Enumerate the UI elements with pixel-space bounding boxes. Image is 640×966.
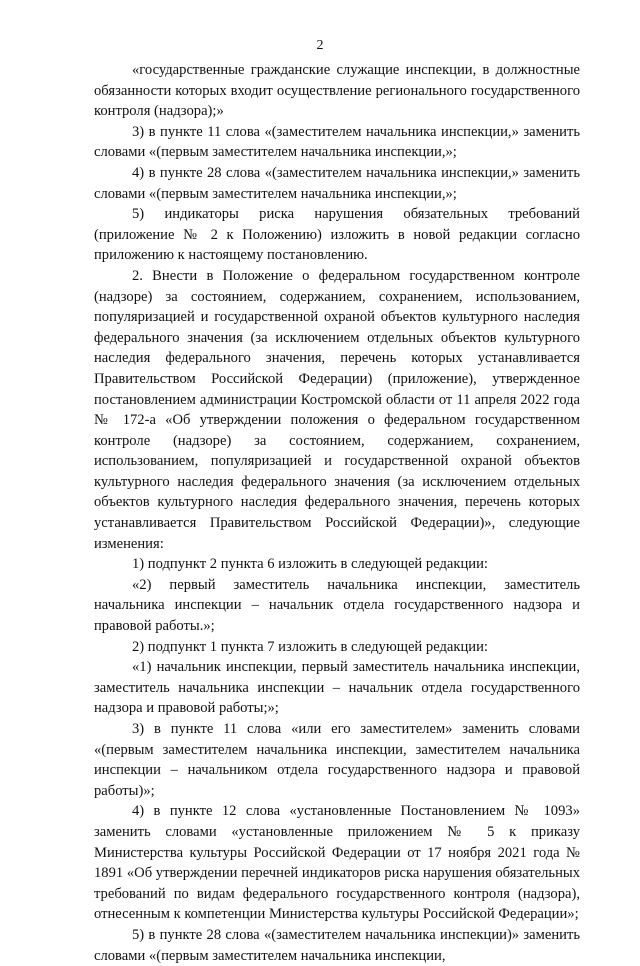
paragraph-quote-head: «1) начальник инспекции, первый заместитель начальника инспекции, заместитель начальника инспекции – начальник отдела государственного надзора и правовой работы;»; bbox=[94, 659, 580, 717]
paragraph-quote-servants: «государственные гражданские служащие инспекции, в должностные обязанности которых входит осуществление регионального государственного контроля (надзора);» bbox=[94, 62, 580, 120]
paragraph-subitem-1: 1) подпункт 2 пункта 6 изложить в следующей редакции: bbox=[132, 556, 488, 573]
paragraph-item-5: 5) индикаторы риска нарушения обязательных требований (приложение № 2 к Положению) изложить в новой редакции согласно приложению к настоящему постановлению. bbox=[94, 206, 580, 264]
paragraph-section-2: 2. Внести в Положение о федеральном государственном контроле (надзоре) за состоянием, содержанием, сохранением, использованием, популяризацией и государственной охраной объектов культурного наследия федерального значения (за исключением отдельных объектов культурного наследия федерального значения, перечень которых устанавливается Правительством Российской Федерации) (приложение), утвержденное постановлением администрации Костромской области от 11 апреля 2022 года № 172-а «Об утверждении положения о федеральном государственном контроле (надзоре) за состоянием, содержанием, сохранением, использованием, популяризацией и государственной охраной объектов культурного наследия федерального значения (за исключением отдельных объектов культурного наследия федерального значения, перечень которых устанавливается Правительством Российской Федерации)», следующие изменения: bbox=[94, 267, 580, 552]
paragraph-item-4: 4) в пункте 28 слова «(заместителем начальника инспекции,» заменить словами «(первым заместителем начальника инспекции,»; bbox=[94, 164, 580, 202]
paragraph-subitem-2: 2) подпункт 1 пункта 7 изложить в следующей редакции: bbox=[132, 638, 488, 655]
document-body bbox=[94, 60, 580, 966]
paragraph-quote-first-deputy: «2) первый заместитель начальника инспекции, заместитель начальника инспекции – начальник отдела государственного надзора и правовой работы.»; bbox=[94, 576, 580, 635]
page-number: 2 bbox=[316, 38, 324, 53]
paragraph-item-3: 3) в пункте 11 слова «(заместителем начальника инспекции,» заменить словами «(первым заместителем начальника инспекции,»; bbox=[94, 123, 580, 161]
paragraph-subitem-4: 4) в пункте 12 слова «установленные Постановлением № 1093» заменить словами «установленные приложением № 5 к приказу Министерства культуры Российской Федерации от 17 ноября 2021 года № 1891 «Об утверждении перечней индикаторов риска нарушения обязательных требований по видам федерального государственного контроля (надзора), отнесенным к компетенции Министерства культуры Российской Федерации»; bbox=[94, 803, 580, 923]
paragraph-subitem-3: 3) в пункте 11 слова «или его заместителем» заменить словами «(первым заместителем начальника инспекции, заместителем начальника инспекции – начальником отдела государственного надзора и правовой работы)»; bbox=[94, 721, 580, 799]
paragraph-subitem-5: 5) в пункте 28 слова «(заместителем начальника инспекции)» заменить словами «(первым заместителем начальника инспекции, bbox=[94, 926, 580, 964]
